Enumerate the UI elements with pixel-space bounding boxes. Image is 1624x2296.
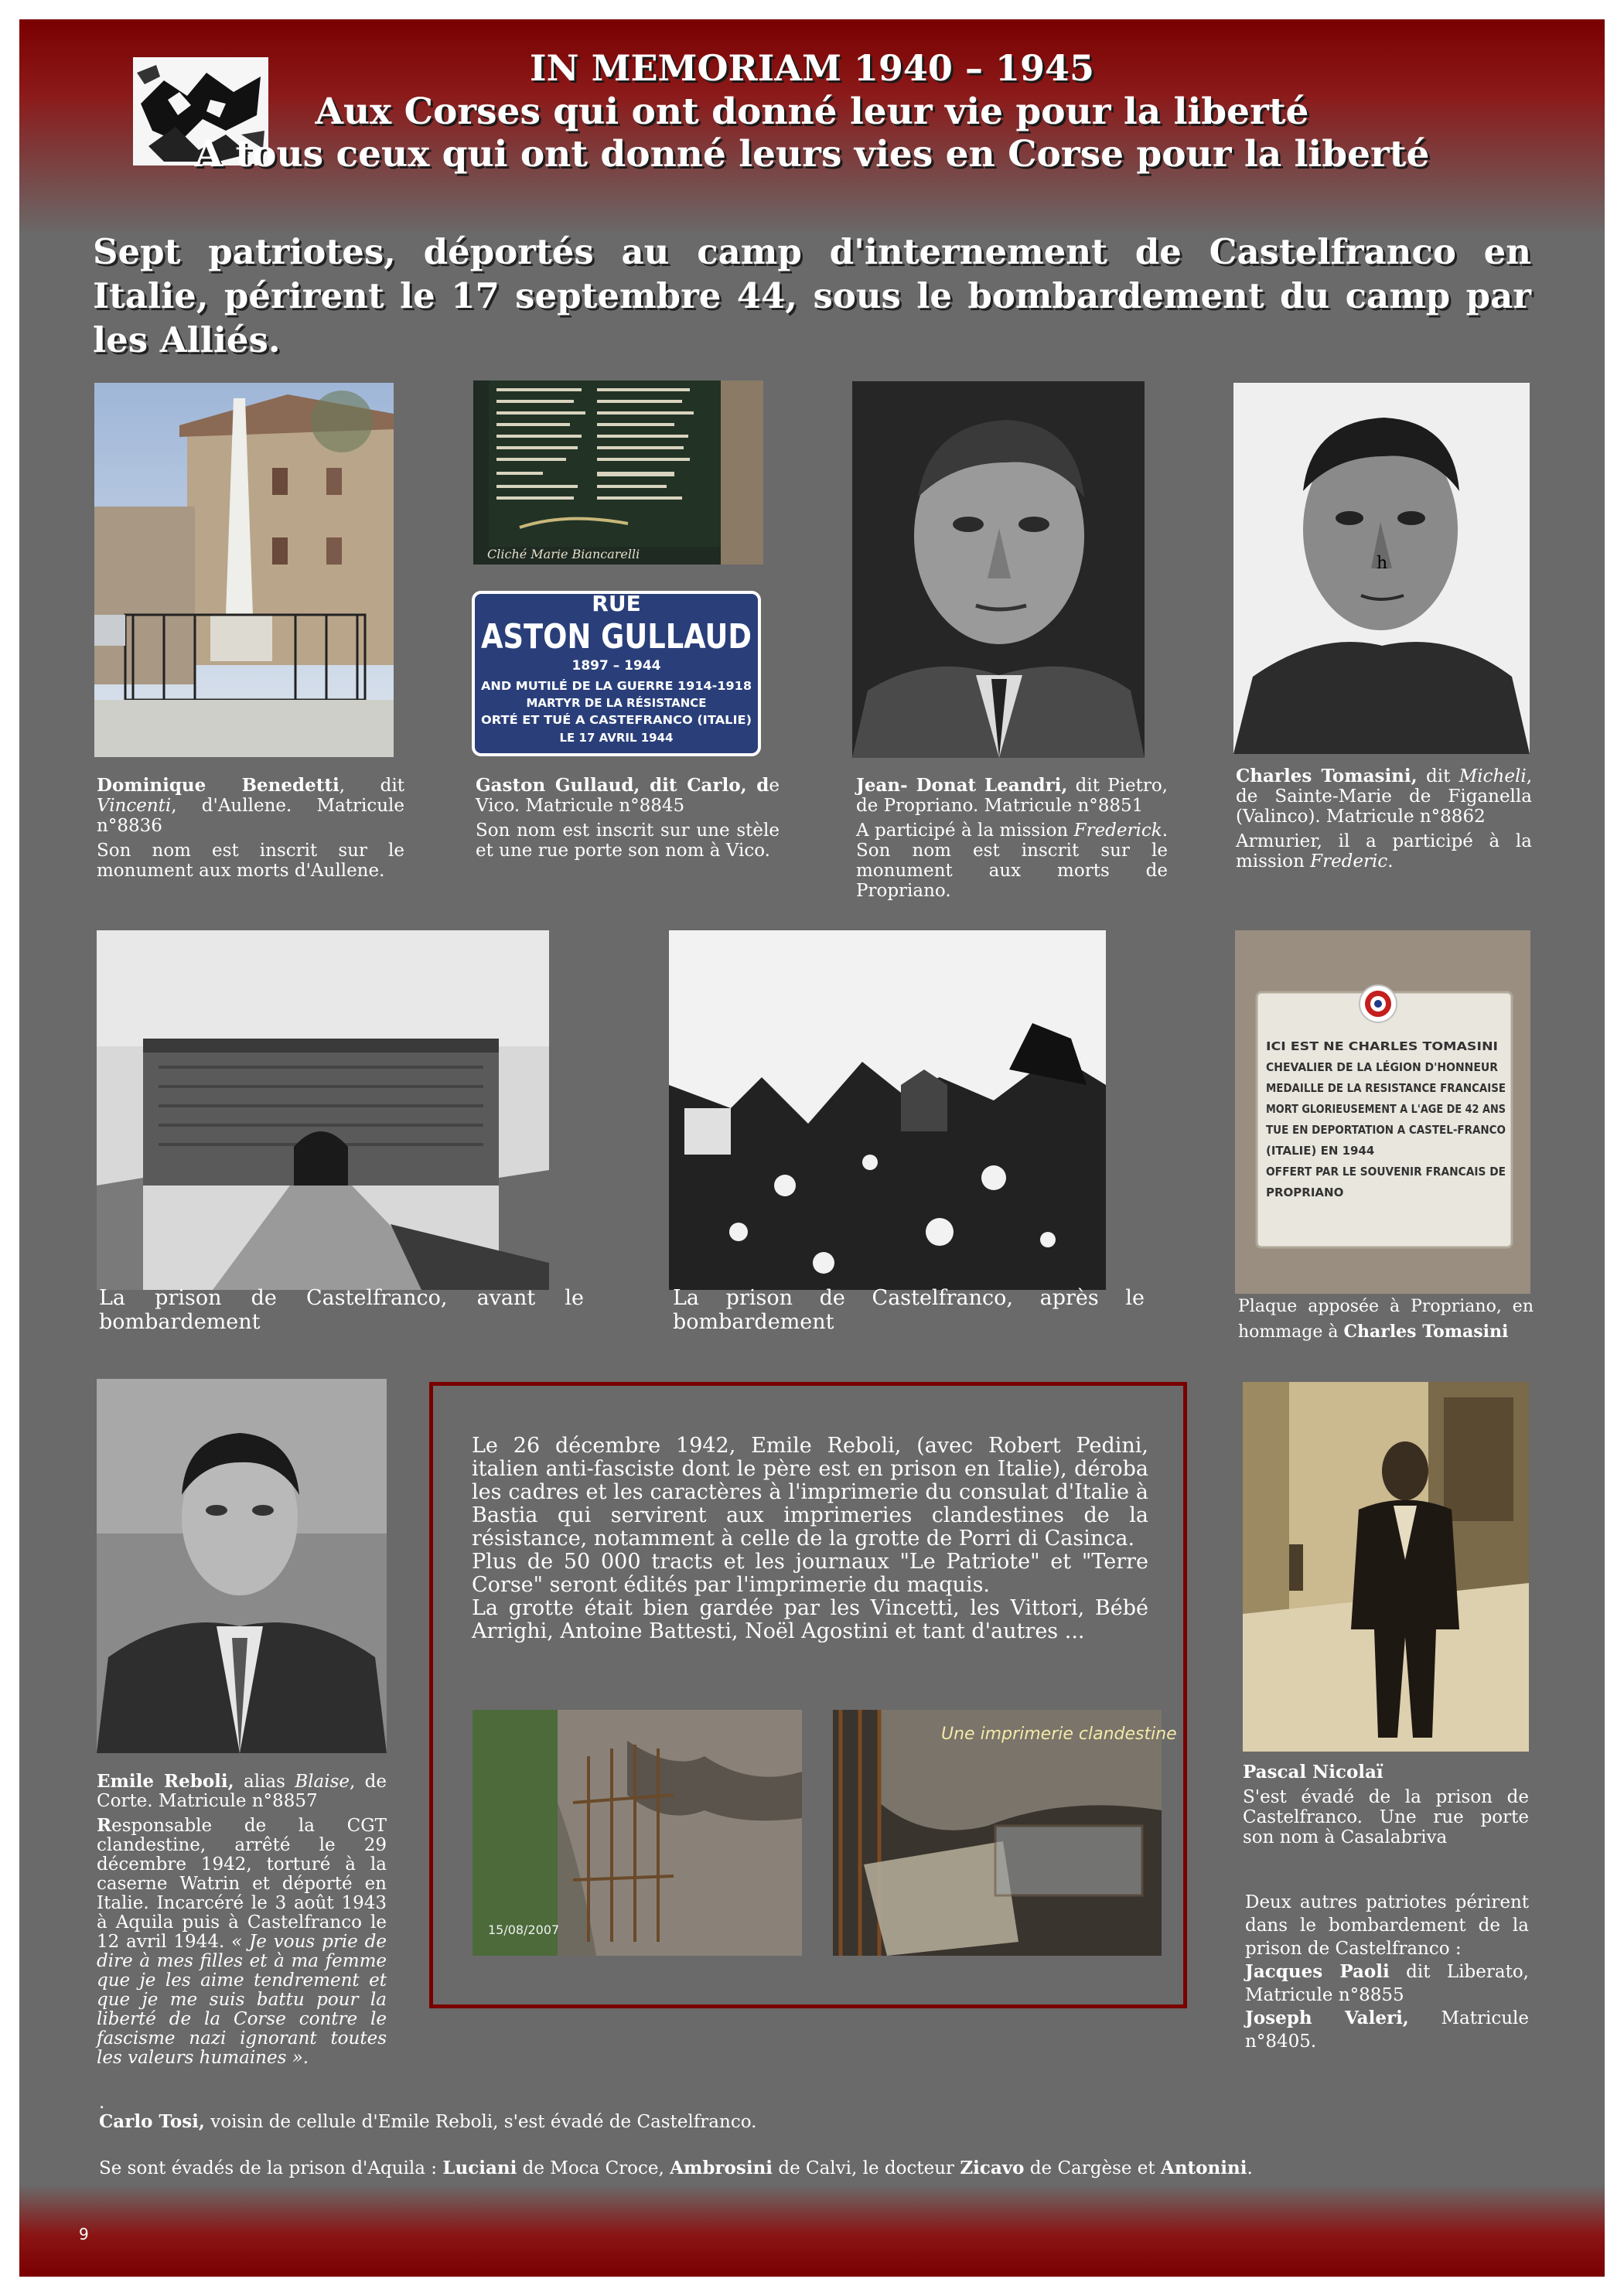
person-name-reboli: Emile Reboli, xyxy=(97,1771,234,1792)
svg-text:ICI EST NE CHARLES TOMASINI: ICI EST NE CHARLES TOMASINI xyxy=(1266,1039,1498,1053)
press-label: Une imprimerie clandestine xyxy=(941,1725,1177,1744)
person-name-gullaud: Gaston Gullaud, dit Carlo, d xyxy=(476,775,769,796)
poster-page xyxy=(19,19,1605,2277)
photo-grotto-entrance xyxy=(473,1710,802,1956)
caption-reboli: Emile Reboli, alias Blaise, de Corte. Matricule n°8857 Responsable de la CGT clandestine, arrêté le 29 décembre 1942, torturé à la caserne Watrin et déporté en Italie. Incarcéré le 3 août 1943 à Aquila puis à Castelfranco le 12 avril 1944. « Je vous prie de dire à mes filles et à ma femme que je les aime tendrement et que je me suis battu pour la liberté de la Corse contre le fascisme nazi ignorant toutes les valeurs humaines ». xyxy=(97,1771,387,2068)
svg-text:AND MUTILÉ DE LA GUERRE 1914-1: AND MUTILÉ DE LA GUERRE 1914-1918 xyxy=(481,679,735,693)
page-number: 9 xyxy=(79,2225,89,2243)
photo-aullene-monument xyxy=(94,383,394,757)
svg-text:OFFERT PAR LE SOUVENIR FRANCAI: OFFERT PAR LE SOUVENIR FRANCAIS DE xyxy=(1266,1165,1506,1179)
footer-dot: . xyxy=(99,2093,105,2113)
svg-text:ORTÉ ET TUÉ A CASTEFRANCO (ITA: ORTÉ ET TUÉ A CASTEFRANCO (ITALIE) xyxy=(481,713,732,727)
person-name-leandri: Jean- Donat Leandri, xyxy=(856,775,1068,796)
caption-benedetti: Dominique Benedetti, dit Vincenti, d'Aullene. Matricule n°8836 Son nom est inscrit sur le monument aux morts d'Aullene. xyxy=(97,775,404,881)
svg-text:h: h xyxy=(1377,554,1388,573)
photo-prison-before xyxy=(97,930,549,1290)
caption-leandri: Jean- Donat Leandri, dit Pietro, de Propriano. Matricule n°8851 A participé à la mission Frederick. Son nom est inscrit sur le monument aux morts de Propriano. xyxy=(856,775,1168,901)
caption-tomasini: Charles Tomasini, dit Micheli, de Sainte-Marie de Figanella (Valinco). Matricule n°8862 Armurier, il a participé à la mission Frederic. xyxy=(1236,766,1532,872)
photo-leandri-portrait xyxy=(852,381,1145,758)
svg-text:MARTYR DE LA RÉSISTANCE: MARTYR DE LA RÉSISTANCE xyxy=(526,696,707,710)
svg-text:15/08/2007: 15/08/2007 xyxy=(488,1922,560,1937)
photo-nicolai-street xyxy=(1243,1382,1529,1752)
svg-text:(ITALIE) EN 1944: (ITALIE) EN 1944 xyxy=(1266,1144,1375,1158)
header-subtitle: Aux Corses qui ont donné leur vie pour la liberté xyxy=(315,90,1309,133)
photo-tomasini-portrait xyxy=(1233,383,1530,754)
photo-tomasini-plaque xyxy=(1235,930,1530,1294)
person-name-tomasini: Charles Tomasini, xyxy=(1236,766,1418,786)
footer-escapees: Se sont évadés de la prison d'Aquila : Luciani de Moca Croce, Ambrosini de Calvi, le docteur Zicavo de Cargèse et Antonini. xyxy=(99,2158,1253,2178)
photo-street-sign xyxy=(473,592,763,759)
header-title: IN MEMORIAM 1940 – 1945 xyxy=(529,47,1094,89)
caption-prison-before: La prison de Castelfranco, avant le bombardement xyxy=(99,1286,584,1334)
caption-prison-after: La prison de Castelfranco, après le bombardement xyxy=(673,1286,1145,1334)
svg-text:MORT GLORIEUSEMENT A L'AGE DE: MORT GLORIEUSEMENT A L'AGE DE 42 ANS xyxy=(1266,1102,1506,1116)
photo-reboli-portrait xyxy=(97,1379,387,1753)
photo-credit: Cliché Marie Biancarelli xyxy=(487,547,640,561)
svg-text:PROPRIANO: PROPRIANO xyxy=(1266,1186,1344,1199)
printing-story-text: Le 26 décembre 1942, Emile Reboli, (avec Robert Pedini, italien anti-fasciste dont le père est en prison en Italie), déroba les cadres et les caractères à l'imprimerie du consulat d'Italie à Bastia qui servirent aux imprimeries clandestines de la résistance, notamment à celle de la grotte de Porri di Casinca. Plus de 50 000 tracts et les journaux "Le Patriote" et "Terre Corse" seront édités par l'imprimerie du maquis. La grotte était bien gardée par les Vincetti, les Vittori, Bébé Arrighi, Antoine Battesti, Noël Agostini et tant d'autres ... xyxy=(472,1434,1148,1643)
header-subtitle-2: A tous ceux qui ont donné leurs vies en Corse pour la liberté xyxy=(194,133,1430,176)
svg-text:ASTON GULLAUD: ASTON GULLAUD xyxy=(481,617,752,657)
caption-plaque: Plaque apposée à Propriano, en hommage à Charles Tomasini xyxy=(1238,1297,1534,1342)
caption-other-victims: Deux autres patriotes périrent dans le bombardement de la prison de Castelfranco : Jacques Paoli dit Liberato, Matricule n°8855 Joseph Valeri, Matricule n°8405. xyxy=(1245,1892,1529,2052)
photo-memorial-plaque xyxy=(473,380,763,565)
svg-text:LE 17 AVRIL 1944: LE 17 AVRIL 1944 xyxy=(559,731,674,745)
svg-text:TUE EN DEPORTATION A CASTEL-FR: TUE EN DEPORTATION A CASTEL-FRANCO xyxy=(1266,1123,1506,1137)
svg-text:1897 – 1944: 1897 – 1944 xyxy=(571,658,661,674)
photo-clandestine-press xyxy=(833,1710,1177,1956)
caption-nicolai: Pascal Nicolaï S'est évadé de la prison de Castelfranco. Une rue porte son nom à Casalabriva xyxy=(1243,1762,1529,1847)
svg-text:RUE: RUE xyxy=(592,591,641,616)
footer-band xyxy=(19,2185,1605,2277)
photo-prison-after xyxy=(669,930,1106,1290)
footer-tosi: Carlo Tosi, voisin de cellule d'Emile Reboli, s'est évadé de Castelfranco. xyxy=(99,2111,757,2132)
person-name-nicolai: Pascal Nicolaï xyxy=(1243,1762,1383,1783)
svg-text:MEDAILLE DE LA RESISTANCE FRAN: MEDAILLE DE LA RESISTANCE FRANCAISE xyxy=(1266,1081,1506,1095)
intro-text: Sept patriotes, déportés au camp d'internement de Castelfranco en Italie, périrent le 17 septembre 44, sous le bombardement du camp par les Alliés. xyxy=(93,231,1531,360)
person-name-benedetti: Dominique Benedetti xyxy=(97,775,339,796)
svg-text:CHEVALIER DE LA LÉGION D'HONNE: CHEVALIER DE LA LÉGION D'HONNEUR xyxy=(1266,1060,1516,1074)
caption-gullaud: Gaston Gullaud, dit Carlo, de Vico. Matricule n°8845 Son nom est inscrit sur une stèle et une rue porte son nom à Vico. xyxy=(476,775,780,861)
